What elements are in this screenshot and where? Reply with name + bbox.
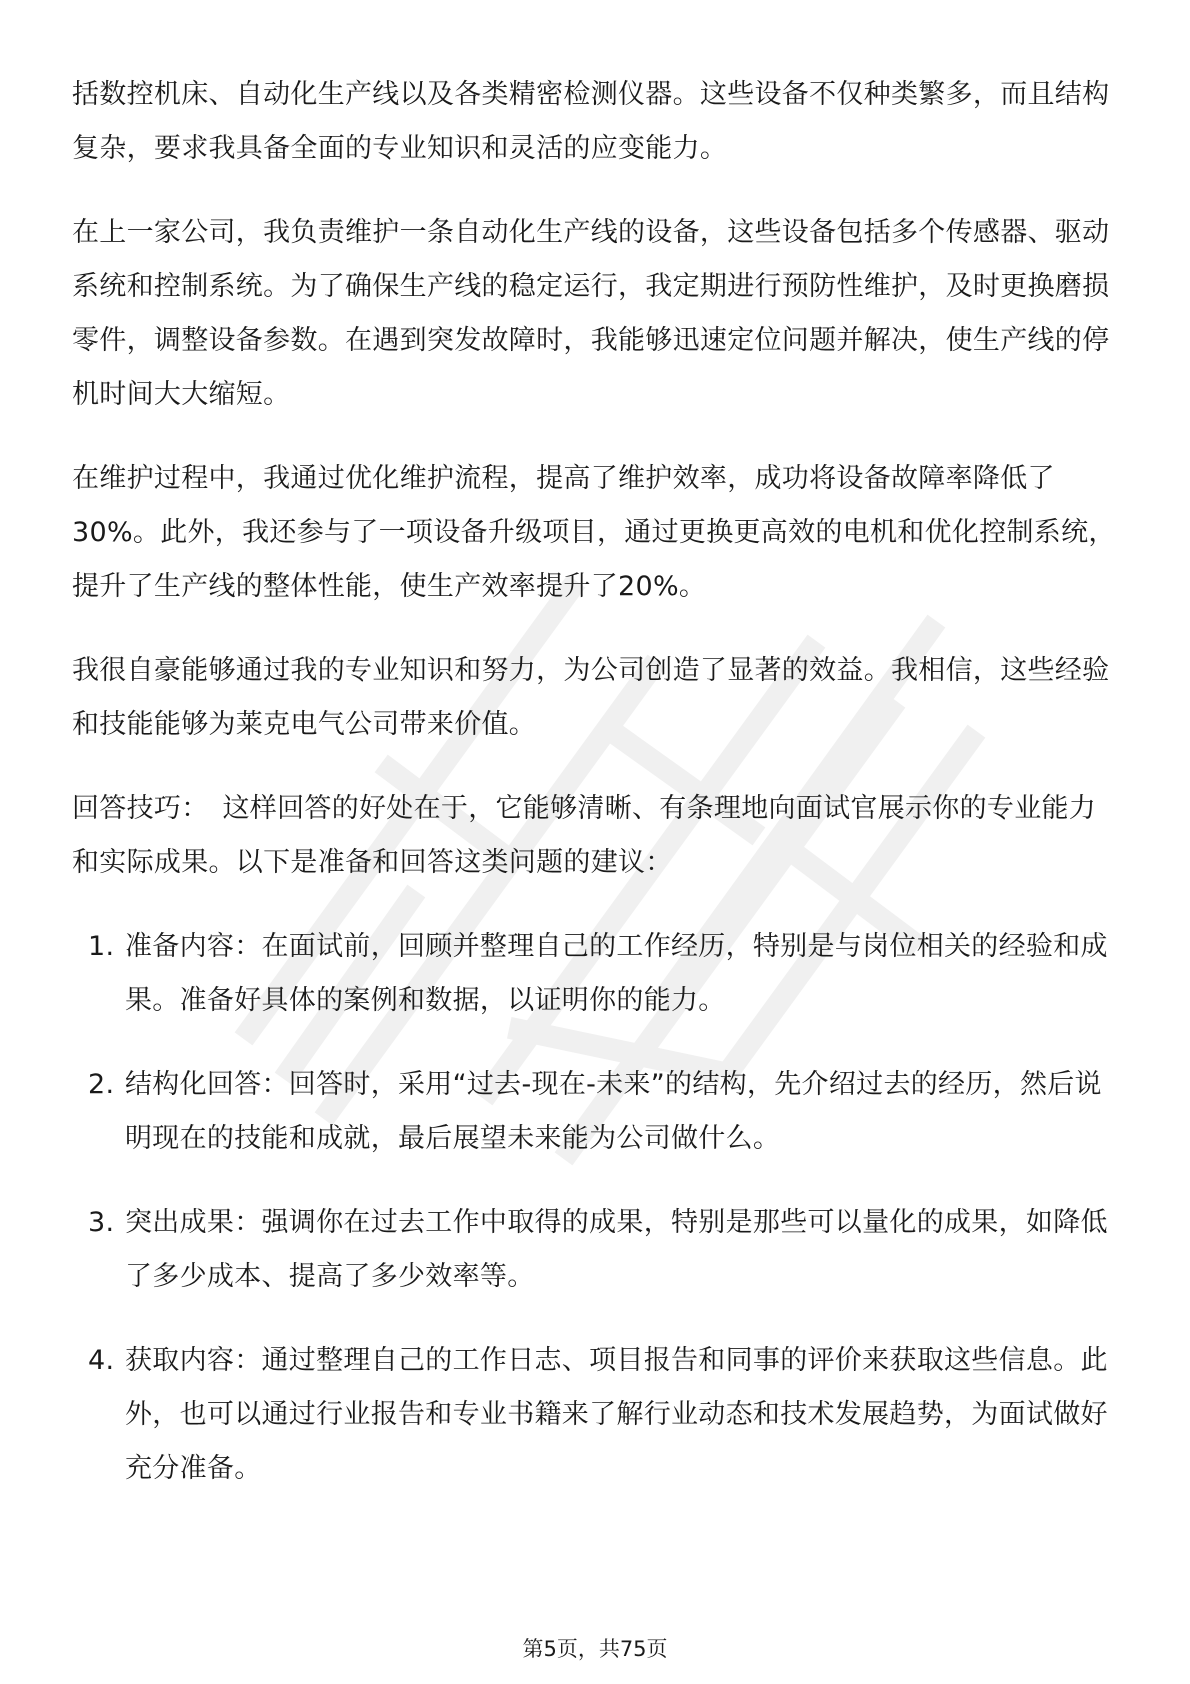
page-number: 第5页，共75页 bbox=[522, 1637, 668, 1661]
list-item-text: 突出成果：强调你在过去工作中取得的成果，特别是那些可以量化的成果，如降低了多少成本、提高了多少效率等。 bbox=[125, 1207, 1108, 1292]
list-item-text: 准备内容：在面试前，回顾并整理自己的工作经历，特别是与岗位相关的经验和成果。准备好具体的案例和数据，以证明你的能力。 bbox=[125, 931, 1108, 1016]
list-item bbox=[72, 1334, 1120, 1496]
list-item-text: 获取内容：通过整理自己的工作日志、项目报告和同事的评价来获取这些信息。此外，也可以通过行业报告和专业书籍来了解行业动态和技术发展趋势，为面试做好充分准备。 bbox=[125, 1345, 1108, 1484]
list-item bbox=[72, 1058, 1120, 1166]
paragraph: 在维护过程中，我通过优化维护流程，提高了维护效率，成功将设备故障率降低了30%。此外，我还参与了一项设备升级项目，通过更换更高效的电机和优化控制系统，提升了生产线的整体性能，使生产效率提升了20%。 bbox=[72, 463, 1116, 602]
paragraph: 在上一家公司，我负责维护一条自动化生产线的设备，这些设备包括多个传感器、驱动系统和控制系统。为了确保生产线的稳定运行，我定期进行预防性维护，及时更换磨损零件，调整设备参数。在遇到突发故障时，我能够迅速定位问题并解决，使生产线的停机时间大大缩短。 bbox=[72, 217, 1110, 410]
page-footer bbox=[0, 1634, 1190, 1664]
list-item bbox=[72, 920, 1120, 1028]
answer-tips-paragraph bbox=[72, 782, 1120, 890]
paragraph: 我很自豪能够通过我的专业知识和努力，为公司创造了显著的效益。我相信，这些经验和技能能够为莱克电气公司带来价值。 bbox=[72, 655, 1110, 740]
list-item-number: 4. bbox=[88, 1345, 115, 1376]
list-item-number: 1. bbox=[88, 931, 115, 962]
tips-list bbox=[72, 920, 1120, 1496]
list-item bbox=[72, 1196, 1120, 1304]
list-item-number: 2. bbox=[88, 1069, 115, 1100]
answer-tips-label: 回答技巧： bbox=[72, 793, 209, 824]
list-item-text: 结构化回答：回答时，采用“过去-现在-未来”的结构，先介绍过去的经历，然后说明现在的技能和成就，最后展望未来能为公司做什么。 bbox=[125, 1069, 1102, 1154]
list-item-number: 3. bbox=[88, 1207, 115, 1238]
paragraph: 括数控机床、自动化生产线以及各类精密检测仪器。这些设备不仅种类繁多，而且结构复杂，要求我具备全面的专业知识和灵活的应变能力。 bbox=[72, 79, 1110, 164]
document-body bbox=[72, 68, 1120, 1526]
answer-tips-text: 这样回答的好处在于，它能够清晰、有条理地向面试官展示你的专业能力和实际成果。以下是准备和回答这类问题的建议： bbox=[72, 793, 1097, 878]
